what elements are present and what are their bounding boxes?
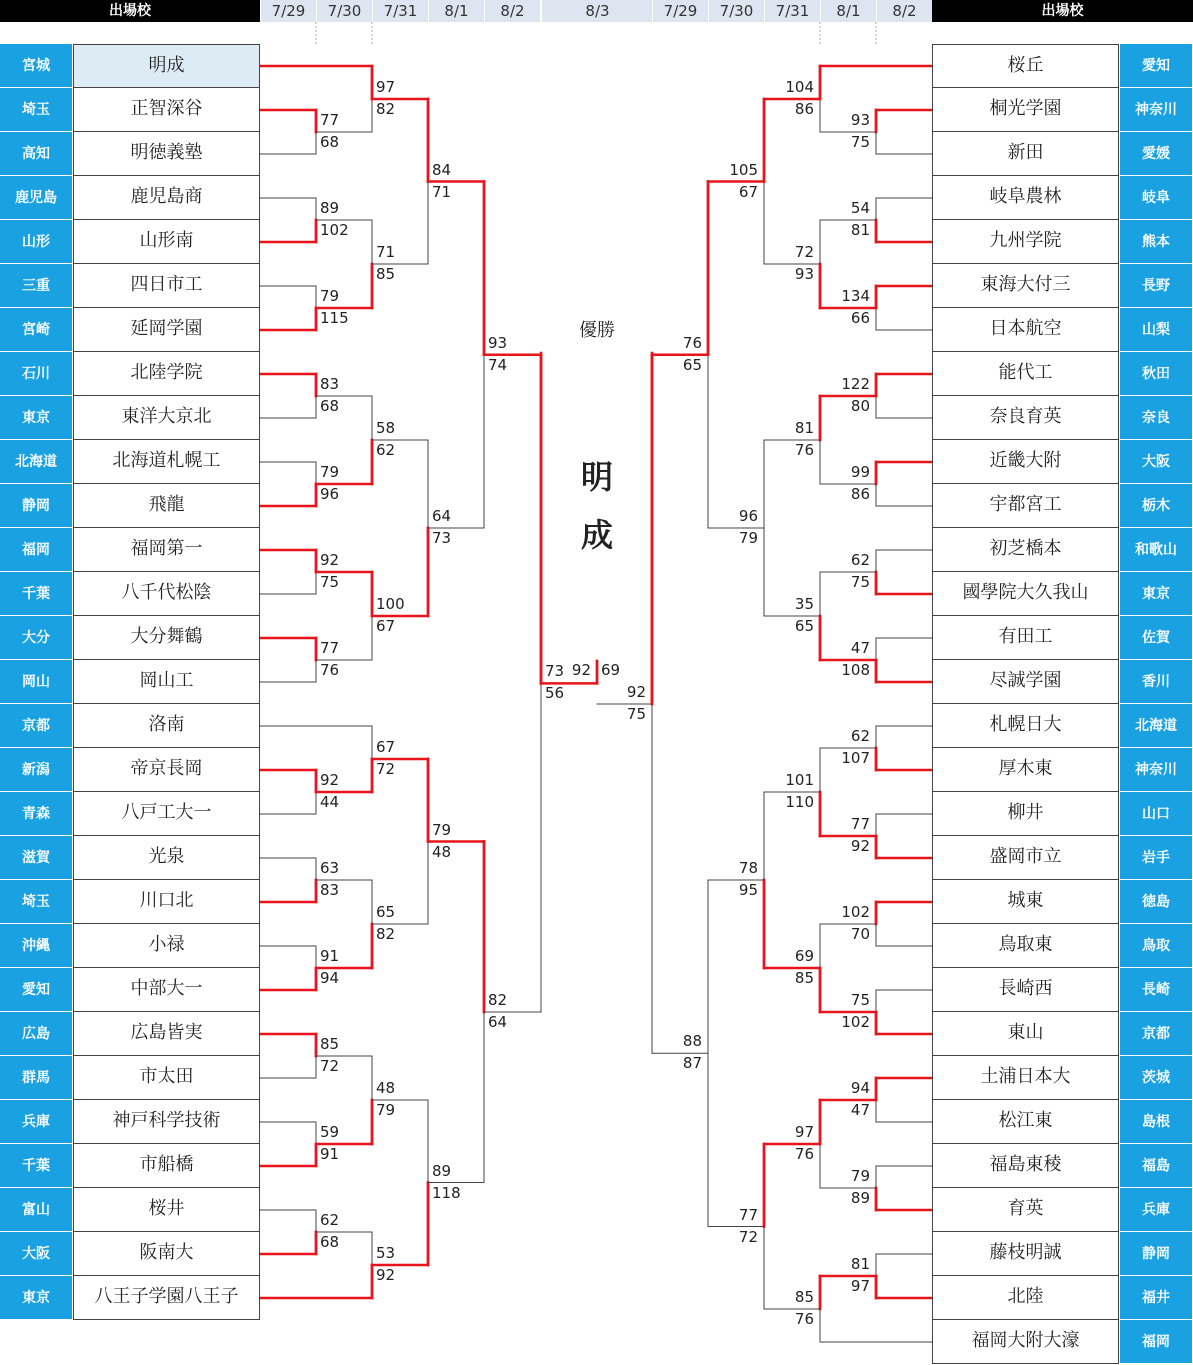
school-name: 小禄 xyxy=(73,924,260,968)
school-name: 桜井 xyxy=(73,1188,260,1232)
school-name: 八千代松陰 xyxy=(73,572,260,616)
school-name: 飛龍 xyxy=(73,484,260,528)
school-name: 北陸学院 xyxy=(73,352,260,396)
prefecture-label: 岐阜 xyxy=(1120,176,1192,220)
prefecture-label: 石川 xyxy=(0,352,72,396)
match-score: 110 xyxy=(785,793,814,811)
match-score: 77 xyxy=(850,815,870,833)
match-score: 97 xyxy=(794,1123,814,1141)
match-score: 104 xyxy=(785,78,814,96)
match-score: 101 xyxy=(785,771,814,789)
match-score: 102 xyxy=(841,1013,870,1031)
match-score: 76 xyxy=(794,1145,814,1163)
match-score: 63 xyxy=(320,859,340,877)
prefecture-label: 山形 xyxy=(0,220,72,264)
match-score: 68 xyxy=(320,397,340,415)
prefecture-label: 香川 xyxy=(1120,660,1192,704)
match-score: 67 xyxy=(376,738,396,756)
match-score: 85 xyxy=(794,1288,814,1306)
match-score: 85 xyxy=(320,1035,340,1053)
match-score: 53 xyxy=(376,1244,396,1262)
match-score: 86 xyxy=(794,100,814,118)
match-score: 68 xyxy=(320,1233,340,1251)
school-name: 桜丘 xyxy=(932,44,1119,88)
prefecture-label: 茨城 xyxy=(1120,1056,1192,1100)
match-score: 92 xyxy=(376,1266,396,1284)
prefecture-label: 静岡 xyxy=(0,484,72,528)
match-score: 81 xyxy=(850,1255,870,1273)
match-score: 93 xyxy=(794,265,814,283)
school-name: 藤枝明誠 xyxy=(932,1232,1119,1276)
school-name: 中部大一 xyxy=(73,968,260,1012)
prefecture-label: 高知 xyxy=(0,132,72,176)
prefecture-label: 佐賀 xyxy=(1120,616,1192,660)
match-score: 92 xyxy=(850,837,870,855)
school-name: 広島皆実 xyxy=(73,1012,260,1056)
match-score: 92 xyxy=(626,683,646,701)
match-score: 67 xyxy=(738,182,758,201)
date-header: 7/30 xyxy=(708,0,764,22)
prefecture-label: 青森 xyxy=(0,792,72,836)
match-score: 92 xyxy=(320,771,340,789)
date-header: 7/31 xyxy=(764,0,820,22)
school-name: 明徳義塾 xyxy=(73,132,260,176)
school-name: 近畿大附 xyxy=(932,440,1119,484)
match-score: 108 xyxy=(841,661,870,679)
match-score: 82 xyxy=(376,100,396,118)
prefecture-label: 兵庫 xyxy=(0,1100,72,1144)
school-name: 正智深谷 xyxy=(73,88,260,132)
school-name: 八戸工大一 xyxy=(73,792,260,836)
match-score: 96 xyxy=(738,507,758,525)
prefecture-label: 埼玉 xyxy=(0,880,72,924)
school-name: 洛南 xyxy=(73,704,260,748)
match-score: 84 xyxy=(432,160,452,179)
prefecture-label: 奈良 xyxy=(1120,396,1192,440)
match-score: 89 xyxy=(850,1189,870,1207)
prefecture-label: 北海道 xyxy=(1120,704,1192,748)
match-score: 96 xyxy=(320,485,340,503)
prefecture-label: 長野 xyxy=(1120,264,1192,308)
match-score: 62 xyxy=(320,1211,340,1229)
prefecture-label: 静岡 xyxy=(1120,1232,1192,1276)
prefecture-label: 神奈川 xyxy=(1120,88,1192,132)
match-score: 75 xyxy=(850,573,870,591)
prefecture-label: 沖縄 xyxy=(0,924,72,968)
school-name: 初芝橋本 xyxy=(932,528,1119,572)
prefecture-label: 鳥取 xyxy=(1120,924,1192,968)
match-score: 66 xyxy=(850,309,870,327)
match-score: 99 xyxy=(850,463,870,481)
prefecture-label: 北海道 xyxy=(0,440,72,484)
match-score: 94 xyxy=(320,969,340,987)
school-name: 北陸 xyxy=(932,1276,1119,1320)
school-name: 桐光学園 xyxy=(932,88,1119,132)
prefecture-label: 東京 xyxy=(1120,572,1192,616)
prefecture-label: 鹿児島 xyxy=(0,176,72,220)
match-score: 79 xyxy=(850,1167,870,1185)
school-name: 鳥取東 xyxy=(932,924,1119,968)
school-name: 能代工 xyxy=(932,352,1119,396)
match-score: 35 xyxy=(794,595,814,613)
prefecture-label: 熊本 xyxy=(1120,220,1192,264)
prefecture-label: 愛知 xyxy=(0,968,72,1012)
match-score: 59 xyxy=(320,1123,340,1141)
school-name: 明成 xyxy=(73,44,260,88)
match-score: 62 xyxy=(376,441,396,459)
match-score: 105 xyxy=(729,160,758,179)
match-score: 47 xyxy=(850,639,870,657)
school-name: 福岡第一 xyxy=(73,528,260,572)
school-name: 福岡大附大濠 xyxy=(932,1320,1119,1364)
match-score: 88 xyxy=(682,1032,702,1051)
school-name: 日本航空 xyxy=(932,308,1119,352)
match-score: 79 xyxy=(320,287,340,305)
match-score: 54 xyxy=(850,199,870,217)
match-score: 75 xyxy=(320,573,340,591)
match-score: 48 xyxy=(432,842,452,861)
match-score: 115 xyxy=(320,309,349,327)
match-score: 75 xyxy=(626,705,646,723)
final-score: 69 xyxy=(601,661,621,679)
match-score: 76 xyxy=(682,333,702,352)
match-score: 85 xyxy=(794,969,814,987)
match-score: 91 xyxy=(320,947,340,965)
date-header: 7/31 xyxy=(372,0,428,22)
match-score: 67 xyxy=(376,617,396,635)
match-score: 107 xyxy=(841,749,870,767)
prefecture-label: 宮城 xyxy=(0,44,72,88)
header-school-right: 出場校 xyxy=(932,0,1193,22)
school-name: 奈良育英 xyxy=(932,396,1119,440)
match-score: 76 xyxy=(794,441,814,459)
match-score: 62 xyxy=(850,727,870,745)
match-score: 89 xyxy=(320,199,340,217)
prefecture-label: 神奈川 xyxy=(1120,748,1192,792)
school-name: 有田工 xyxy=(932,616,1119,660)
school-name: 盛岡市立 xyxy=(932,836,1119,880)
prefecture-label: 京都 xyxy=(0,704,72,748)
prefecture-label: 島根 xyxy=(1120,1100,1192,1144)
school-name: 新田 xyxy=(932,132,1119,176)
match-score: 82 xyxy=(488,991,508,1009)
prefecture-label: 山梨 xyxy=(1120,308,1192,352)
match-score: 71 xyxy=(376,243,396,261)
school-name: 北海道札幌工 xyxy=(73,440,260,484)
date-header: 7/30 xyxy=(316,0,372,22)
prefecture-label: 秋田 xyxy=(1120,352,1192,396)
champion-name-char1: 明 xyxy=(580,458,613,496)
school-name: 光泉 xyxy=(73,836,260,880)
school-name: 岡山工 xyxy=(73,660,260,704)
school-name: 阪南大 xyxy=(73,1232,260,1276)
match-score: 70 xyxy=(850,925,870,943)
match-score: 65 xyxy=(794,617,814,635)
match-score: 47 xyxy=(850,1101,870,1119)
match-score: 69 xyxy=(794,947,814,965)
prefecture-label: 埼玉 xyxy=(0,88,72,132)
prefecture-label: 広島 xyxy=(0,1012,72,1056)
school-name: 四日市工 xyxy=(73,264,260,308)
prefecture-label: 大阪 xyxy=(0,1232,72,1276)
school-name: 東洋大京北 xyxy=(73,396,260,440)
prefecture-label: 大阪 xyxy=(1120,440,1192,484)
school-name: 宇都宮工 xyxy=(932,484,1119,528)
match-score: 65 xyxy=(682,355,702,374)
match-score: 79 xyxy=(320,463,340,481)
prefecture-label: 東京 xyxy=(0,1276,72,1320)
match-score: 95 xyxy=(738,881,758,899)
match-score: 48 xyxy=(376,1079,396,1097)
school-name: 川口北 xyxy=(73,880,260,924)
match-score: 93 xyxy=(850,111,870,129)
match-score: 75 xyxy=(850,133,870,151)
school-name: 東山 xyxy=(932,1012,1119,1056)
match-score: 122 xyxy=(841,375,870,393)
match-score: 87 xyxy=(682,1054,702,1073)
match-score: 92 xyxy=(320,551,340,569)
match-score: 97 xyxy=(850,1277,870,1295)
prefecture-label: 栃木 xyxy=(1120,484,1192,528)
match-score: 78 xyxy=(738,859,758,877)
school-name: 市船橋 xyxy=(73,1144,260,1188)
school-name: 東海大付三 xyxy=(932,264,1119,308)
school-name: 長崎西 xyxy=(932,968,1119,1012)
match-score: 74 xyxy=(488,355,508,374)
match-score: 79 xyxy=(738,529,758,547)
date-header: 8/2 xyxy=(876,0,932,22)
school-name: 鹿児島商 xyxy=(73,176,260,220)
match-score: 102 xyxy=(320,221,349,239)
match-score: 71 xyxy=(432,182,452,201)
match-score: 76 xyxy=(794,1310,814,1328)
prefecture-label: 徳島 xyxy=(1120,880,1192,924)
date-header: 8/2 xyxy=(484,0,540,22)
match-score: 64 xyxy=(488,1013,508,1031)
prefecture-label: 宮崎 xyxy=(0,308,72,352)
match-score: 72 xyxy=(376,760,396,778)
school-name: 土浦日本大 xyxy=(932,1056,1119,1100)
match-score: 89 xyxy=(432,1161,452,1180)
match-score: 44 xyxy=(320,793,340,811)
prefecture-label: 福井 xyxy=(1120,1276,1192,1320)
school-name: 尽誠学園 xyxy=(932,660,1119,704)
prefecture-label: 愛媛 xyxy=(1120,132,1192,176)
date-header: 7/29 xyxy=(260,0,316,22)
match-score: 72 xyxy=(320,1057,340,1075)
match-score: 77 xyxy=(320,111,340,129)
match-score: 93 xyxy=(488,333,508,352)
match-score: 80 xyxy=(850,397,870,415)
match-score: 100 xyxy=(376,595,405,613)
school-name: 柳井 xyxy=(932,792,1119,836)
prefecture-label: 岡山 xyxy=(0,660,72,704)
match-score: 102 xyxy=(841,903,870,921)
school-name: 市太田 xyxy=(73,1056,260,1100)
match-score: 85 xyxy=(376,265,396,283)
school-name: 育英 xyxy=(932,1188,1119,1232)
match-score: 91 xyxy=(320,1145,340,1163)
prefecture-label: 滋賀 xyxy=(0,836,72,880)
prefecture-label: 新潟 xyxy=(0,748,72,792)
match-score: 72 xyxy=(794,243,814,261)
prefecture-label: 三重 xyxy=(0,264,72,308)
school-name: 帝京長岡 xyxy=(73,748,260,792)
match-score: 77 xyxy=(320,639,340,657)
school-name: 松江東 xyxy=(932,1100,1119,1144)
match-score: 76 xyxy=(320,661,340,679)
school-name: 城東 xyxy=(932,880,1119,924)
school-name: 八王子学園八王子 xyxy=(73,1276,260,1320)
match-score: 75 xyxy=(850,991,870,1009)
school-name: 大分舞鶴 xyxy=(73,616,260,660)
match-score: 97 xyxy=(376,78,396,96)
prefecture-label: 千葉 xyxy=(0,1144,72,1188)
prefecture-label: 福岡 xyxy=(0,528,72,572)
match-score: 79 xyxy=(376,1101,396,1119)
match-score: 134 xyxy=(841,287,870,305)
header-school-left: 出場校 xyxy=(0,0,260,22)
match-score: 72 xyxy=(738,1227,758,1246)
match-score: 83 xyxy=(320,375,340,393)
prefecture-label: 大分 xyxy=(0,616,72,660)
match-score: 62 xyxy=(850,551,870,569)
match-score: 56 xyxy=(545,684,565,703)
date-header: 8/1 xyxy=(428,0,484,22)
school-name: 九州学院 xyxy=(932,220,1119,264)
match-score: 77 xyxy=(738,1205,758,1224)
match-score: 79 xyxy=(432,820,452,839)
prefecture-label: 富山 xyxy=(0,1188,72,1232)
match-score: 94 xyxy=(850,1079,870,1097)
prefecture-label: 兵庫 xyxy=(1120,1188,1192,1232)
prefecture-label: 群馬 xyxy=(0,1056,72,1100)
date-header: 8/3 xyxy=(541,0,653,22)
match-score: 82 xyxy=(376,925,396,943)
school-name: 山形南 xyxy=(73,220,260,264)
champion-name-char2: 成 xyxy=(580,516,613,554)
final-score: 92 xyxy=(571,661,591,679)
school-name: 厚木東 xyxy=(932,748,1119,792)
match-score: 81 xyxy=(850,221,870,239)
prefecture-label: 千葉 xyxy=(0,572,72,616)
match-score: 73 xyxy=(432,529,452,547)
match-score: 58 xyxy=(376,419,396,437)
prefecture-label: 山口 xyxy=(1120,792,1192,836)
school-name: 岐阜農林 xyxy=(932,176,1119,220)
prefecture-label: 東京 xyxy=(0,396,72,440)
school-name: 延岡学園 xyxy=(73,308,260,352)
champion-label: 優勝 xyxy=(579,320,615,341)
prefecture-label: 長崎 xyxy=(1120,968,1192,1012)
school-name: 神戸科学技術 xyxy=(73,1100,260,1144)
prefecture-label: 和歌山 xyxy=(1120,528,1192,572)
match-score: 73 xyxy=(545,662,565,681)
prefecture-label: 京都 xyxy=(1120,1012,1192,1056)
match-score: 118 xyxy=(432,1183,461,1202)
school-name: 福島東稜 xyxy=(932,1144,1119,1188)
match-score: 68 xyxy=(320,133,340,151)
match-score: 65 xyxy=(376,903,396,921)
match-score: 86 xyxy=(850,485,870,503)
prefecture-label: 福島 xyxy=(1120,1144,1192,1188)
match-score: 81 xyxy=(794,419,814,437)
prefecture-label: 岩手 xyxy=(1120,836,1192,880)
match-score: 64 xyxy=(432,507,452,525)
date-header: 8/1 xyxy=(820,0,876,22)
prefecture-label: 福岡 xyxy=(1120,1320,1192,1364)
prefecture-label: 愛知 xyxy=(1120,44,1192,88)
school-name: 札幌日大 xyxy=(932,704,1119,748)
school-name: 國學院大久我山 xyxy=(932,572,1119,616)
match-score: 83 xyxy=(320,881,340,899)
date-header: 7/29 xyxy=(652,0,708,22)
